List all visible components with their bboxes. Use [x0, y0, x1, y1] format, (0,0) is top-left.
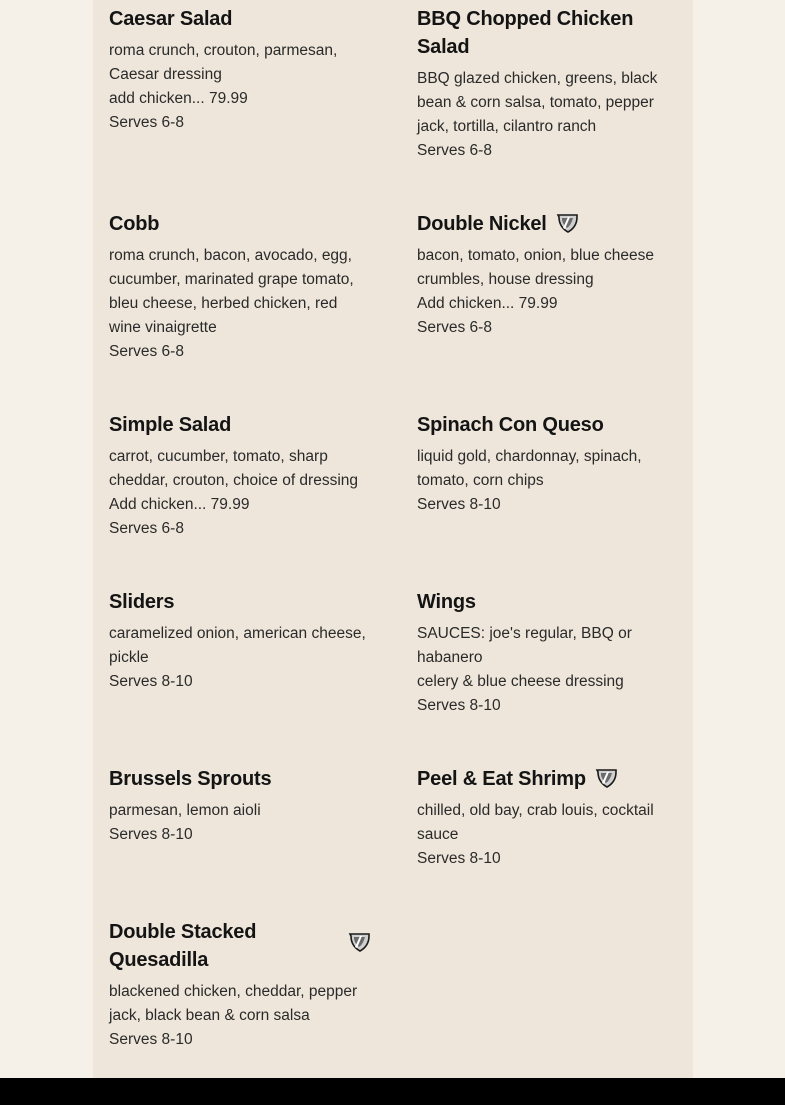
menu-item-description — [417, 622, 679, 718]
menu-item-serves: Serves 6-8 — [109, 520, 184, 537]
menu-item-description — [109, 39, 371, 135]
menu-item-title: Sliders — [109, 591, 175, 613]
menu-item-line: roma crunch, bacon, avocado, egg, cucumber, marinated grape tomato, bleu cheese, herbed chicken, red wine vinaigrette — [109, 247, 354, 336]
shield-badge-icon — [595, 768, 618, 789]
menu-item-title: Brussels Sprouts — [109, 768, 272, 790]
menu-item-title: Double Nickel — [417, 213, 547, 235]
menu-item-serves: Serves 6-8 — [109, 114, 184, 131]
menu-item-line: blackened chicken, cheddar, pepper jack, black bean & corn salsa — [109, 983, 358, 1024]
menu-item-serves: Serves 8-10 — [109, 826, 193, 843]
menu-item-serves: Serves 6-8 — [417, 319, 492, 336]
menu-item-line: chilled, old bay, crab louis, cocktail sauce — [417, 802, 654, 843]
menu-item — [109, 918, 371, 1052]
menu-item — [417, 588, 679, 718]
menu-item — [109, 765, 371, 847]
menu-item-line: add chicken... 79.99 — [109, 90, 248, 107]
shield-badge-icon — [556, 213, 579, 234]
menu-item-serves: Serves 8-10 — [109, 673, 193, 690]
menu-item — [417, 411, 679, 517]
menu-item-title: Simple Salad — [109, 414, 232, 436]
menu-item-description — [417, 799, 679, 871]
menu-item — [109, 588, 371, 694]
menu-item-title: Caesar Salad — [109, 8, 233, 30]
menu-item-description — [109, 980, 371, 1052]
menu-item-line: bacon, tomato, onion, blue cheese crumbles, house dressing — [417, 247, 654, 288]
menu-item-title: Double Stacked Quesadilla — [109, 921, 257, 971]
menu-item — [109, 5, 371, 135]
menu-item-line: caramelized onion, american cheese, pickle — [109, 625, 366, 666]
menu-item-description — [417, 445, 679, 517]
menu-item-serves: Serves 6-8 — [109, 343, 184, 360]
menu-item-description — [109, 445, 371, 541]
menu-item-serves: Serves 8-10 — [417, 697, 501, 714]
menu-item-line: roma crunch, crouton, parmesan, Caesar dressing — [109, 42, 338, 83]
menu-item-title: Peel & Eat Shrimp — [417, 768, 586, 790]
menu-item-line: BBQ glazed chicken, greens, black bean & corn salsa, tomato, pepper jack, tortilla, cilantro ranch — [417, 70, 658, 135]
menu-item — [417, 5, 679, 163]
footer-bar — [0, 1078, 785, 1105]
menu-item-line: parmesan, lemon aioli — [109, 802, 261, 819]
menu-item-line: Add chicken... 79.99 — [109, 496, 250, 513]
menu-item — [109, 411, 371, 541]
menu-item — [417, 765, 679, 871]
menu-item-serves: Serves 8-10 — [417, 496, 501, 513]
menu-item-description — [417, 67, 679, 163]
menu-item-title: Wings — [417, 591, 476, 613]
menu-item-serves: Serves 8-10 — [109, 1031, 193, 1048]
menu-item-line: Add chicken... 79.99 — [417, 295, 558, 312]
menu-item-description — [109, 244, 371, 364]
menu-item-serves: Serves 8-10 — [417, 850, 501, 867]
menu-item — [109, 210, 371, 364]
menu-item-line: celery & blue cheese dressing — [417, 673, 624, 690]
menu-item-title: BBQ Chopped Chicken Salad — [417, 8, 634, 58]
menu-item-description — [109, 799, 371, 847]
menu-item — [417, 210, 679, 340]
menu-item-title: Cobb — [109, 213, 160, 235]
menu-item-description — [417, 244, 679, 340]
menu-item-line: SAUCES: joe's regular, BBQ or habanero — [417, 625, 632, 666]
shield-badge-icon — [348, 932, 371, 953]
menu-item-line: carrot, cucumber, tomato, sharp cheddar, crouton, choice of dressing — [109, 448, 359, 489]
menu-item-serves: Serves 6-8 — [417, 142, 492, 159]
menu-item-description — [109, 622, 371, 694]
menu-item-line: liquid gold, chardonnay, spinach, tomato, corn chips — [417, 448, 642, 489]
menu-item-title: Spinach Con Queso — [417, 414, 604, 436]
